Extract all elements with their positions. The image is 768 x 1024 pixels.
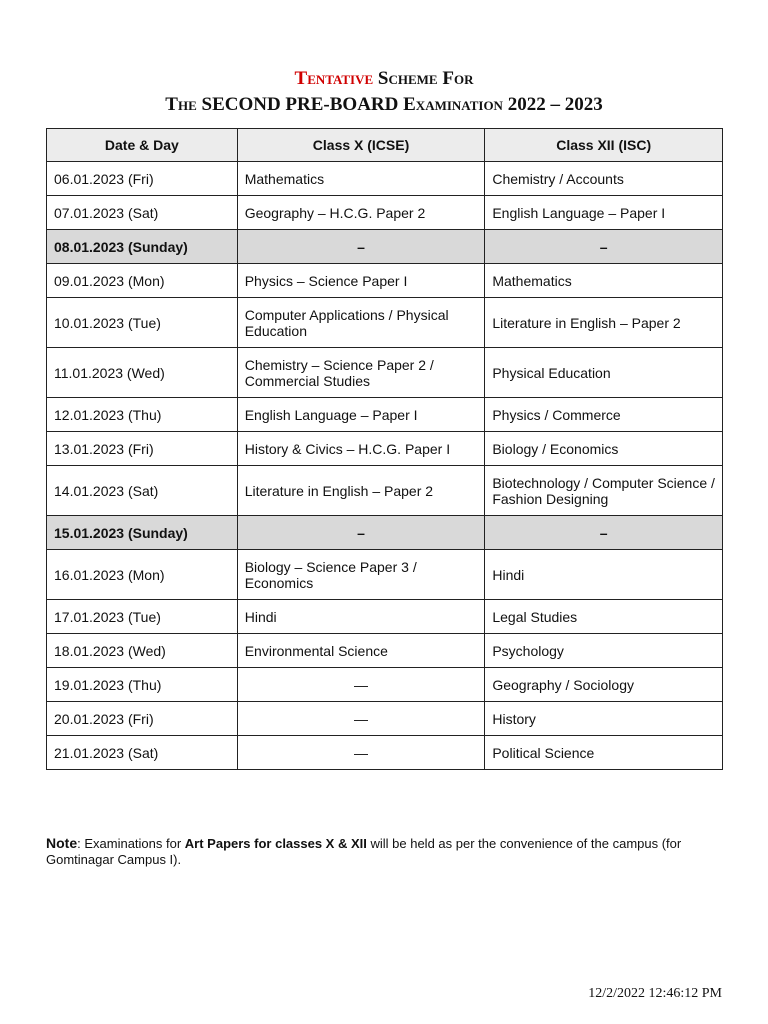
cell-class-x: – xyxy=(237,230,485,264)
table-row-holiday xyxy=(47,516,723,550)
note-paragraph xyxy=(46,835,726,868)
table-row xyxy=(47,348,723,398)
cell-class-xii: Biology / Economics xyxy=(485,432,723,466)
cell-class-x: — xyxy=(237,736,485,770)
cell-class-x: Chemistry – Science Paper 2 / Commercial Studies xyxy=(237,348,485,398)
header-class-xii: Class XII (ISC) xyxy=(485,129,723,162)
title-scheme-for: Scheme For xyxy=(373,68,474,89)
cell-class-xii: Physics / Commerce xyxy=(485,398,723,432)
cell-class-xii: English Language – Paper I xyxy=(485,196,723,230)
cell-class-xii: Political Science xyxy=(485,736,723,770)
table-row xyxy=(47,668,723,702)
cell-date: 17.01.2023 (Tue) xyxy=(47,600,238,634)
cell-date: 16.01.2023 (Mon) xyxy=(47,550,238,600)
cell-class-xii: Biotechnology / Computer Science / Fashion Designing xyxy=(485,466,723,516)
header-class-x: Class X (ICSE) xyxy=(237,129,485,162)
exam-schedule-table xyxy=(46,128,723,770)
cell-class-x: Hindi xyxy=(237,600,485,634)
note-text-2: will be held as per the convenience of the campus (for Gomtinagar Campus I). xyxy=(46,836,682,867)
header-date-day: Date & Day xyxy=(47,129,238,162)
table-row xyxy=(47,550,723,600)
cell-date: 10.01.2023 (Tue) xyxy=(47,298,238,348)
table-row xyxy=(47,298,723,348)
title-line-2: The SECOND PRE-BOARD Examination 2022 – 2023 xyxy=(165,94,603,115)
title-tentative: Tentative xyxy=(294,68,374,89)
note-bold-text: Art Papers for classes X & XII xyxy=(184,836,367,851)
cell-date: 06.01.2023 (Fri) xyxy=(47,162,238,196)
cell-class-xii: Legal Studies xyxy=(485,600,723,634)
table-row-holiday xyxy=(47,230,723,264)
cell-class-x: English Language – Paper I xyxy=(237,398,485,432)
cell-class-x: Computer Applications / Physical Education xyxy=(237,298,485,348)
cell-class-xii: Mathematics xyxy=(485,264,723,298)
cell-class-x: — xyxy=(237,702,485,736)
cell-date: 07.01.2023 (Sat) xyxy=(47,196,238,230)
cell-date: 21.01.2023 (Sat) xyxy=(47,736,238,770)
cell-class-xii: Hindi xyxy=(485,550,723,600)
table-row xyxy=(47,736,723,770)
cell-date: 09.01.2023 (Mon) xyxy=(47,264,238,298)
cell-date: 08.01.2023 (Sunday) xyxy=(47,230,238,264)
cell-class-xii: History xyxy=(485,702,723,736)
cell-class-xii: – xyxy=(485,230,723,264)
print-timestamp: 12/2/2022 12:46:12 PM xyxy=(588,986,722,1001)
note-label: Note xyxy=(46,835,78,851)
document-title xyxy=(0,66,768,118)
table-row xyxy=(47,264,723,298)
cell-class-x: — xyxy=(237,668,485,702)
cell-date: 19.01.2023 (Thu) xyxy=(47,668,238,702)
cell-class-xii: Literature in English – Paper 2 xyxy=(485,298,723,348)
cell-date: 20.01.2023 (Fri) xyxy=(47,702,238,736)
cell-date: 13.01.2023 (Fri) xyxy=(47,432,238,466)
table-row xyxy=(47,196,723,230)
cell-date: 14.01.2023 (Sat) xyxy=(47,466,238,516)
cell-class-xii: Psychology xyxy=(485,634,723,668)
cell-class-x: History & Civics – H.C.G. Paper I xyxy=(237,432,485,466)
table-row xyxy=(47,702,723,736)
cell-class-x: Geography – H.C.G. Paper 2 xyxy=(237,196,485,230)
cell-date: 15.01.2023 (Sunday) xyxy=(47,516,238,550)
cell-class-xii: Geography / Sociology xyxy=(485,668,723,702)
cell-date: 12.01.2023 (Thu) xyxy=(47,398,238,432)
cell-class-x: Literature in English – Paper 2 xyxy=(237,466,485,516)
table-row xyxy=(47,466,723,516)
cell-class-x: – xyxy=(237,516,485,550)
cell-class-xii: Physical Education xyxy=(485,348,723,398)
note-text-1: : Examinations for xyxy=(77,836,185,851)
table-row xyxy=(47,600,723,634)
table-row xyxy=(47,398,723,432)
cell-class-xii: Chemistry / Accounts xyxy=(485,162,723,196)
cell-class-x: Biology – Science Paper 3 / Economics xyxy=(237,550,485,600)
title-line-1 xyxy=(0,66,768,92)
cell-class-xii: – xyxy=(485,516,723,550)
cell-date: 11.01.2023 (Wed) xyxy=(47,348,238,398)
cell-class-x: Mathematics xyxy=(237,162,485,196)
table-header-row xyxy=(47,129,723,162)
cell-class-x: Physics – Science Paper I xyxy=(237,264,485,298)
table-row xyxy=(47,162,723,196)
table-row xyxy=(47,634,723,668)
table-row xyxy=(47,432,723,466)
cell-date: 18.01.2023 (Wed) xyxy=(47,634,238,668)
cell-class-x: Environmental Science xyxy=(237,634,485,668)
